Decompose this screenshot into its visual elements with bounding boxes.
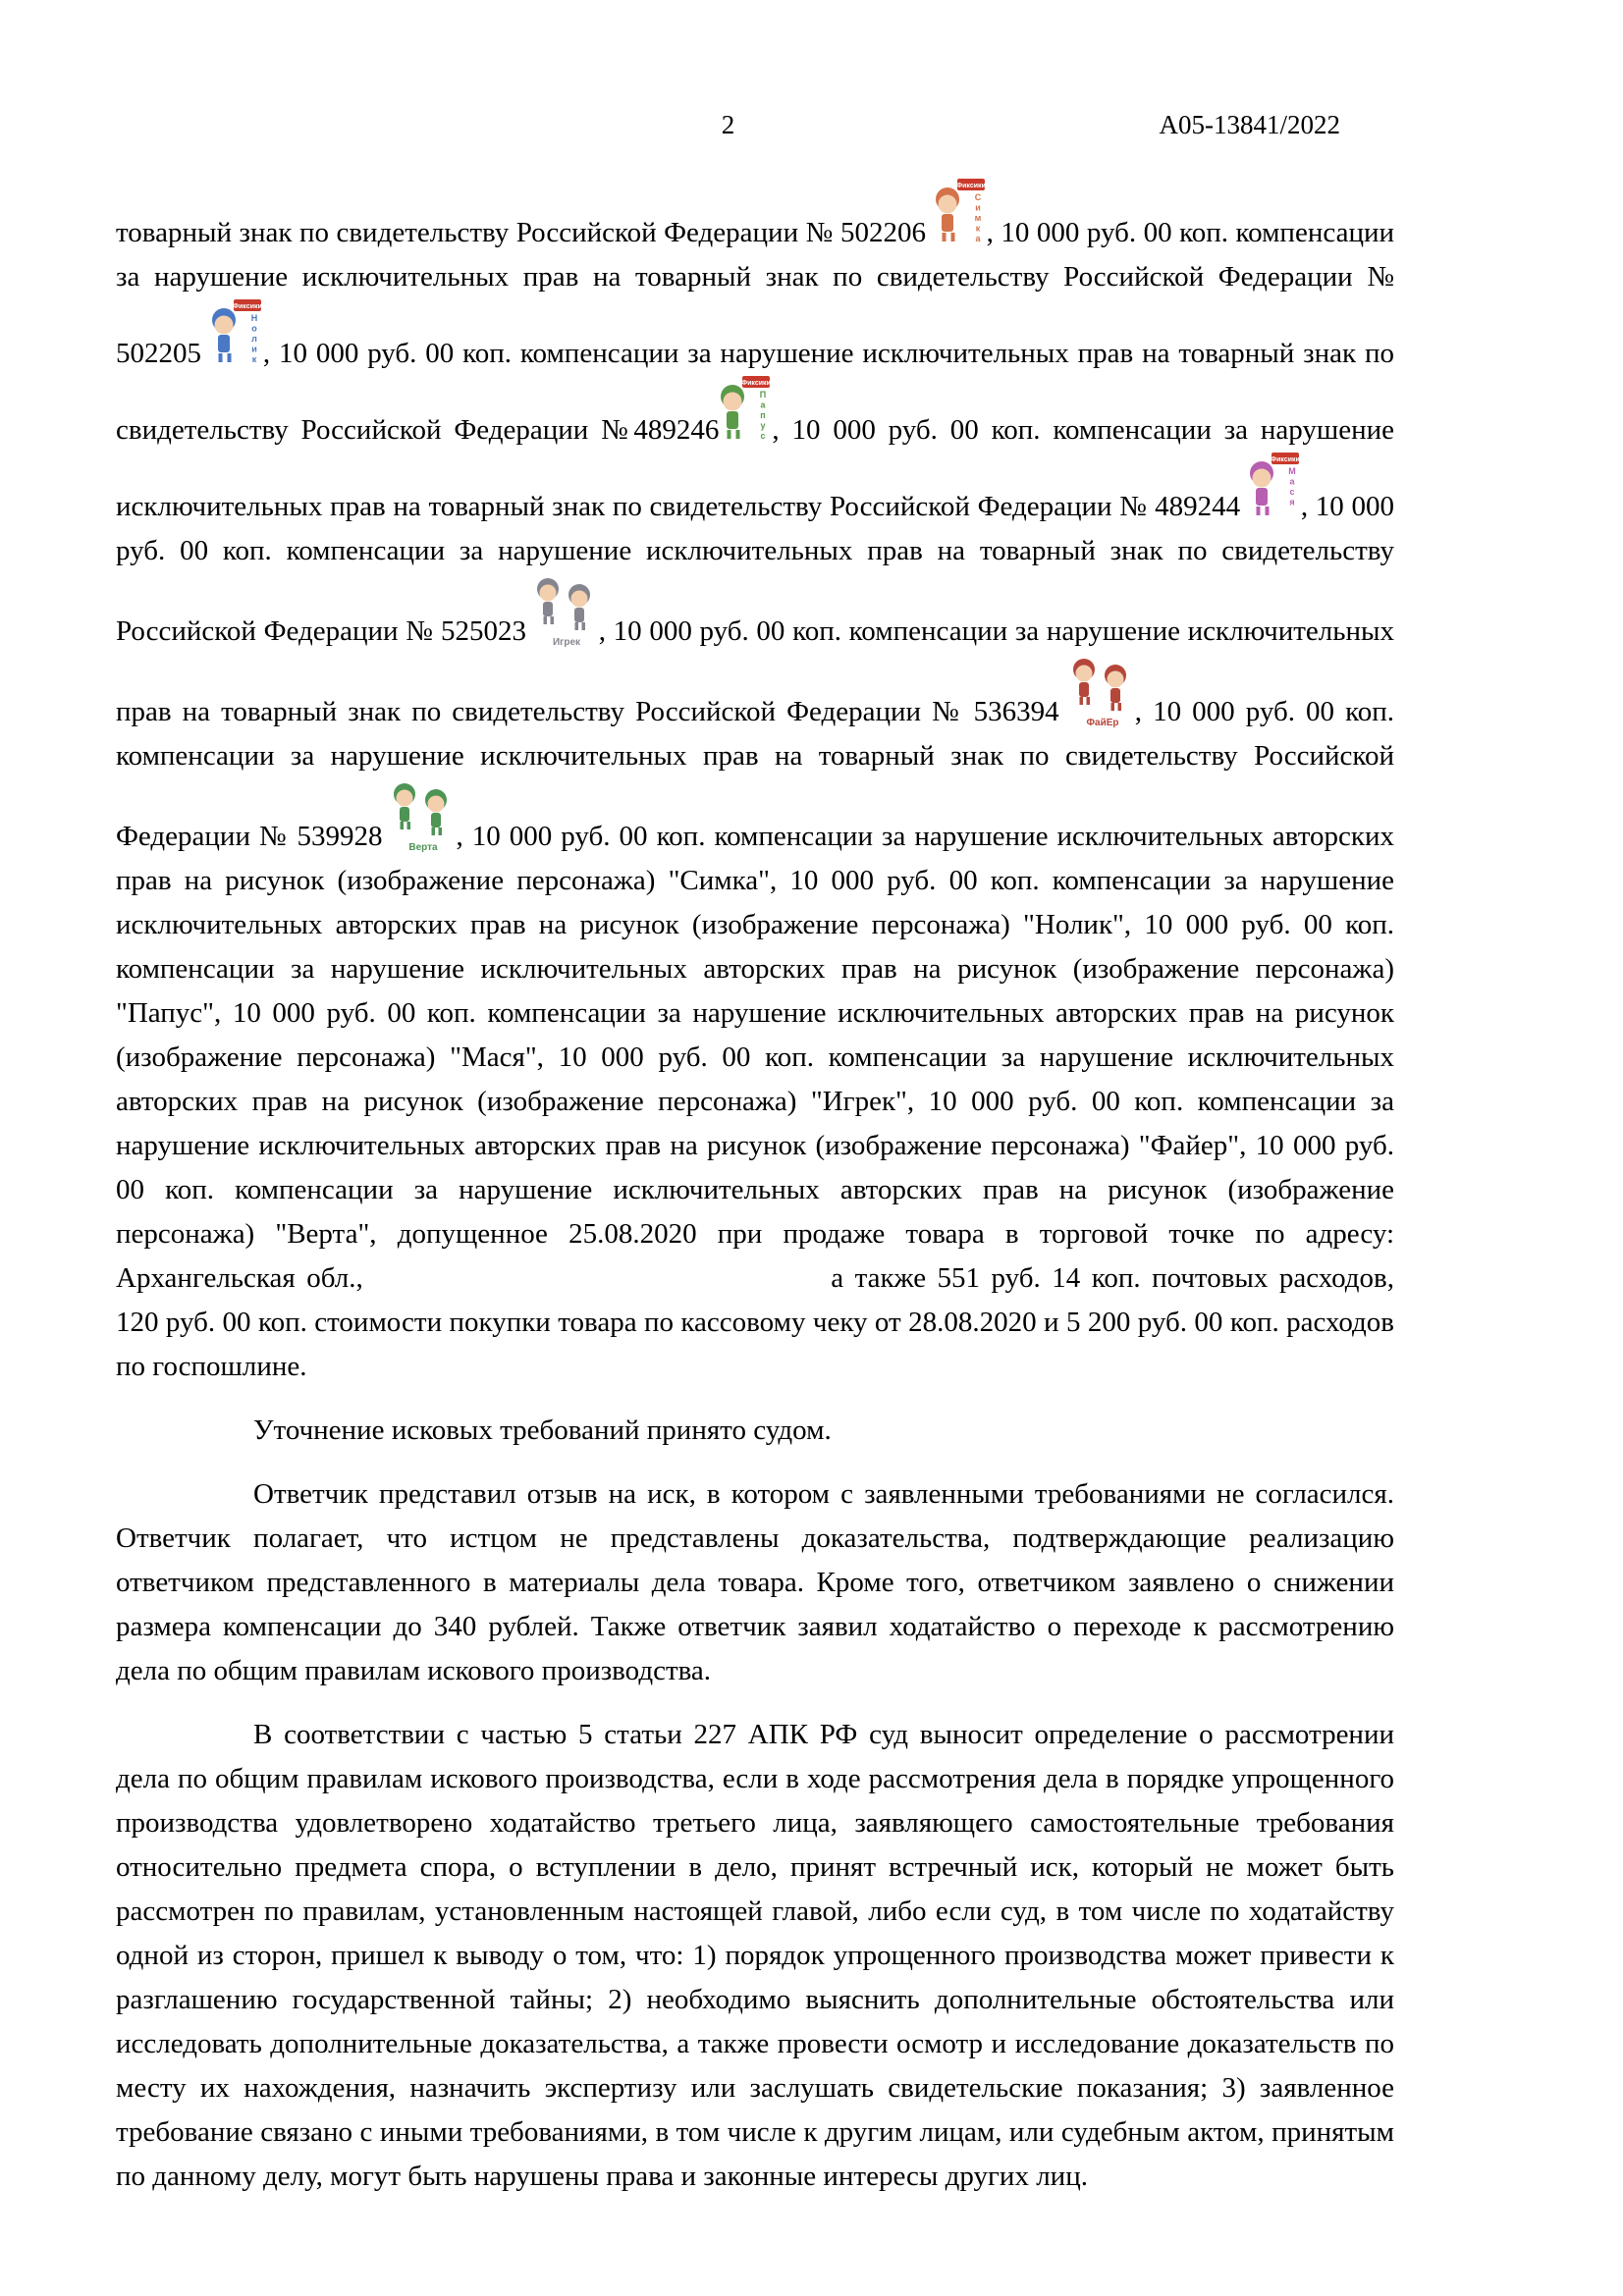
- defendant-response-paragraph: Ответчик представил отзыв на иск, в котором с заявленными требованиями не согласился. Ответчик полагает, что истцом не представлены доказательства, подтверждающие реализацию ответчиком представленного в материалы дела товара. Кроме того, ответчиком заявлено о снижении размера компенсации до 340 рублей. Также ответчик заявил ходатайство о переходе к рассмотрению дела по общим правилам искового производства.: [116, 1478, 1394, 1686]
- svg-text:Папус: Папус: [758, 390, 769, 442]
- claims-text-2: , 10 000 руб. 00 коп. компенсации за нарушение исключительных прав на товарный знак по свидетельству Российской Федерации № 502205: [116, 217, 1394, 369]
- claims-text-4: , 10 000 руб. 00 коп. компенсации за нарушение исключительных прав на товарный знак по свидетельству Российской Федерации № 489244: [116, 414, 1394, 522]
- trademark-489244-masya-image: [1248, 453, 1301, 523]
- claims-paragraph: [116, 179, 1394, 1389]
- claims-text-3: , 10 000 руб. 00 коп. компенсации за нарушение исключительных прав на товарный знак по свидетельству Российской Федерации №489246: [116, 338, 1394, 446]
- clarification-paragraph: Уточнение исковых требований принято судом.: [253, 1415, 832, 1446]
- svg-text:Мася: Мася: [1286, 466, 1297, 507]
- redacted-address-gap: [374, 1286, 831, 1287]
- trademark-539928-verta-image: [391, 778, 456, 853]
- law-citation-paragraph: В соответствии с частью 5 статьи 227 АПК РФ суд выносит определение о рассмотрении дела по общим правилам искового производства, если в ходе рассмотрения дела в порядке упрощенного производства удовлетворено ходатайство третьего лица, заявляющего самостоятельные требования относительно предмета спора, о вступлении в дело, принят встречный иск, который не может быть рассмотрен по правилам, установленным настоящей главой, либо если суд, в том числе по ходатайству одной из сторон, пришел к выводу о том, что: 1) порядок упрощенного производства может привести к разглашению государственной тайны; 2) необходимо выяснить дополнительные обстоятельства или исследовать дополнительные доказательства, а также провести осмотр и исследование доказательств по месту их нахождения, назначить экспертизу или заслушать свидетельские показания; 3) заявленное требование связано с иными требованиями, в том числе к другим лицам, или судебным актом, принятым по данному делу, могут быть нарушены права и законные интересы других лиц.: [116, 1719, 1394, 2192]
- trademark-525023-igrek-image: [534, 573, 599, 648]
- svg-text:ФайЕр: ФайЕр: [1086, 718, 1119, 728]
- case-number: А05-13841/2022: [1159, 110, 1341, 139]
- svg-text:Верта: Верта: [408, 842, 439, 853]
- svg-text:Фиксики: Фиксики: [233, 303, 262, 310]
- claims-text-8: , 10 000 руб. 00 коп. компенсации за нарушение исключительных авторских прав на рисунок (изображение персонажа) "Симка", 10 000 руб. 00 коп. компенсации за нарушение исключительных авторских прав на рисунок (изображение персонажа) "Нолик", 10 000 руб. 00 коп. компенсации за нарушение исключительных авторских прав на рисунок (изображение персонажа) "Папус", 10 000 руб. 00 коп. компенсации за нарушение исключительных авторских прав на рисунок (изображение персонажа) "Мася", 10 000 руб. 00 коп. компенсации за нарушение исключительных авторских прав на рисунок (изображение персонажа) "Игрек", 10 000 руб. 00 коп. компенсации за нарушение исключительных авторских прав на рисунок (изображение персонажа) "Файер", 10 000 руб. 00 коп. компенсации за нарушение исключительных авторских прав на рисунок (изображение персонажа) "Верта", допущенное 25.08.2020 при продаже товара в торговой точке по адресу: Архангельская обл.,: [116, 821, 1394, 1294]
- claims-text-7: , 10 000 руб. 00 коп. компенсации за нарушение исключительных прав на товарный знак по свидетельству Российской Федерации № 539928: [116, 696, 1394, 852]
- claims-text-5: , 10 000 руб. 00 коп. компенсации за нарушение исключительных прав на товарный знак по свидетельству Российской Федерации № 525023: [116, 491, 1394, 647]
- page-header: [116, 110, 1394, 139]
- page-number: 2: [721, 110, 735, 139]
- svg-text:Симка: Симка: [972, 192, 983, 244]
- svg-text:Игрек: Игрек: [552, 637, 580, 648]
- claims-text-9: а также 551 руб. 14 коп. почтовых расходов, 120 руб. 00 коп. стоимости покупки товара по кассовому чеку от 28.08.2020 и 5 200 руб. 00 коп. расходов по госпошлине.: [116, 1262, 1394, 1382]
- svg-text:Нолик: Нолик: [248, 313, 259, 365]
- trademark-536394-fayer-image: [1070, 654, 1135, 728]
- trademark-502205-nolik-image: [210, 299, 263, 370]
- trademark-502206-simka-image: [934, 179, 987, 249]
- svg-text:Фиксики: Фиксики: [955, 183, 986, 189]
- trademark-489246-papus-image: [719, 376, 772, 447]
- svg-text:Фиксики: Фиксики: [1270, 456, 1300, 463]
- claims-text-1: товарный знак по свидетельству Российской Федерации № 502206: [116, 217, 934, 248]
- document-body: [116, 179, 1394, 2199]
- claims-text-6: , 10 000 руб. 00 коп. компенсации за нарушение исключительных прав на товарный знак по свидетельству Российской Федерации № 536394: [116, 615, 1395, 727]
- svg-text:Фиксики: Фиксики: [741, 380, 772, 387]
